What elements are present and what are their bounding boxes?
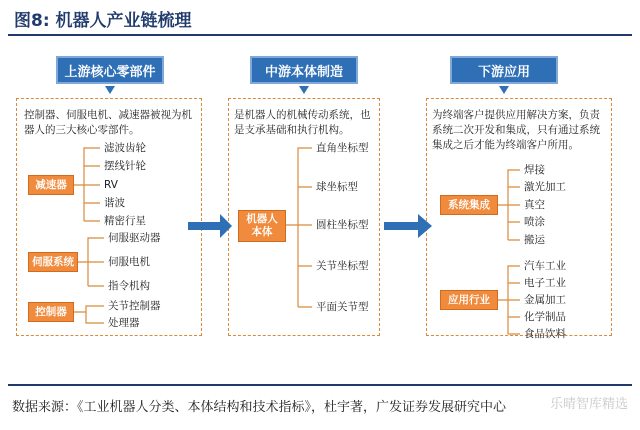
item-label: 圆柱坐标型 (316, 219, 369, 231)
item-label: 焊接 (524, 164, 545, 176)
header-upstream: 上游核心零部件 (56, 56, 164, 84)
item-label: 喷涂 (524, 216, 545, 228)
downstream-description: 为终端客户提供应用解决方案，负责系统二次开发和集成，只有通过系统集成之后才能为终端客户所用。 (432, 109, 600, 151)
item-label: 电子工业 (524, 277, 566, 289)
figure-title: 图8: 机器人产业链梳理 (14, 11, 192, 31)
title-divider (8, 34, 632, 36)
midstream-description: 是机器人的机械传动系统，也是支承基础和执行机构。 (234, 109, 371, 136)
item-label: 激光加工 (524, 181, 566, 193)
item-label: 食品饮料 (524, 328, 566, 340)
node-reducer: 减速器 (28, 175, 74, 195)
node-system-integration: 系统集成 (440, 195, 498, 215)
footer-divider (8, 384, 632, 386)
item-label: 金属加工 (524, 294, 566, 306)
item-label: 关节坐标型 (316, 260, 369, 272)
item-label: 指令机构 (108, 280, 150, 292)
arrow-mid-to-down (384, 214, 432, 238)
item-label: 滤波齿轮 (104, 142, 146, 154)
node-controller: 控制器 (28, 302, 74, 322)
watermark-text: 乐晴智库精选 (549, 397, 628, 412)
node-servo-system: 伺服系统 (28, 252, 78, 272)
item-label: 谐波 (104, 197, 125, 209)
item-label: 处理器 (108, 317, 140, 329)
item-label: 关节控制器 (108, 300, 161, 312)
upstream-description: 控制器、伺服电机、减速器被视为机器人的三大核心零部件。 (24, 109, 192, 136)
item-label: 直角坐标型 (316, 142, 369, 154)
node-application-industry: 应用行业 (440, 290, 498, 310)
item-label: 平面关节型 (316, 301, 369, 313)
item-label: 伺服电机 (108, 256, 150, 268)
node-robot-body: 机器人本体 (238, 210, 286, 242)
item-label: 搬运 (524, 234, 545, 246)
source-note: 数据来源：《工业机器人分类、本体结构和技术指标》，杜宇著，广发证券发展研究中心 (12, 400, 507, 415)
item-label: 球坐标型 (316, 181, 358, 193)
header-downstream: 下游应用 (450, 56, 558, 84)
item-label: 汽车工业 (524, 260, 566, 272)
item-label: RV (104, 179, 118, 191)
item-label: 精密行星 (104, 215, 146, 227)
item-label: 伺服驱动器 (108, 232, 161, 244)
header-midstream: 中游本体制造 (250, 56, 358, 84)
item-label: 真空 (524, 199, 545, 211)
item-label: 化学制品 (524, 311, 566, 323)
item-label: 摆线针轮 (104, 160, 146, 172)
